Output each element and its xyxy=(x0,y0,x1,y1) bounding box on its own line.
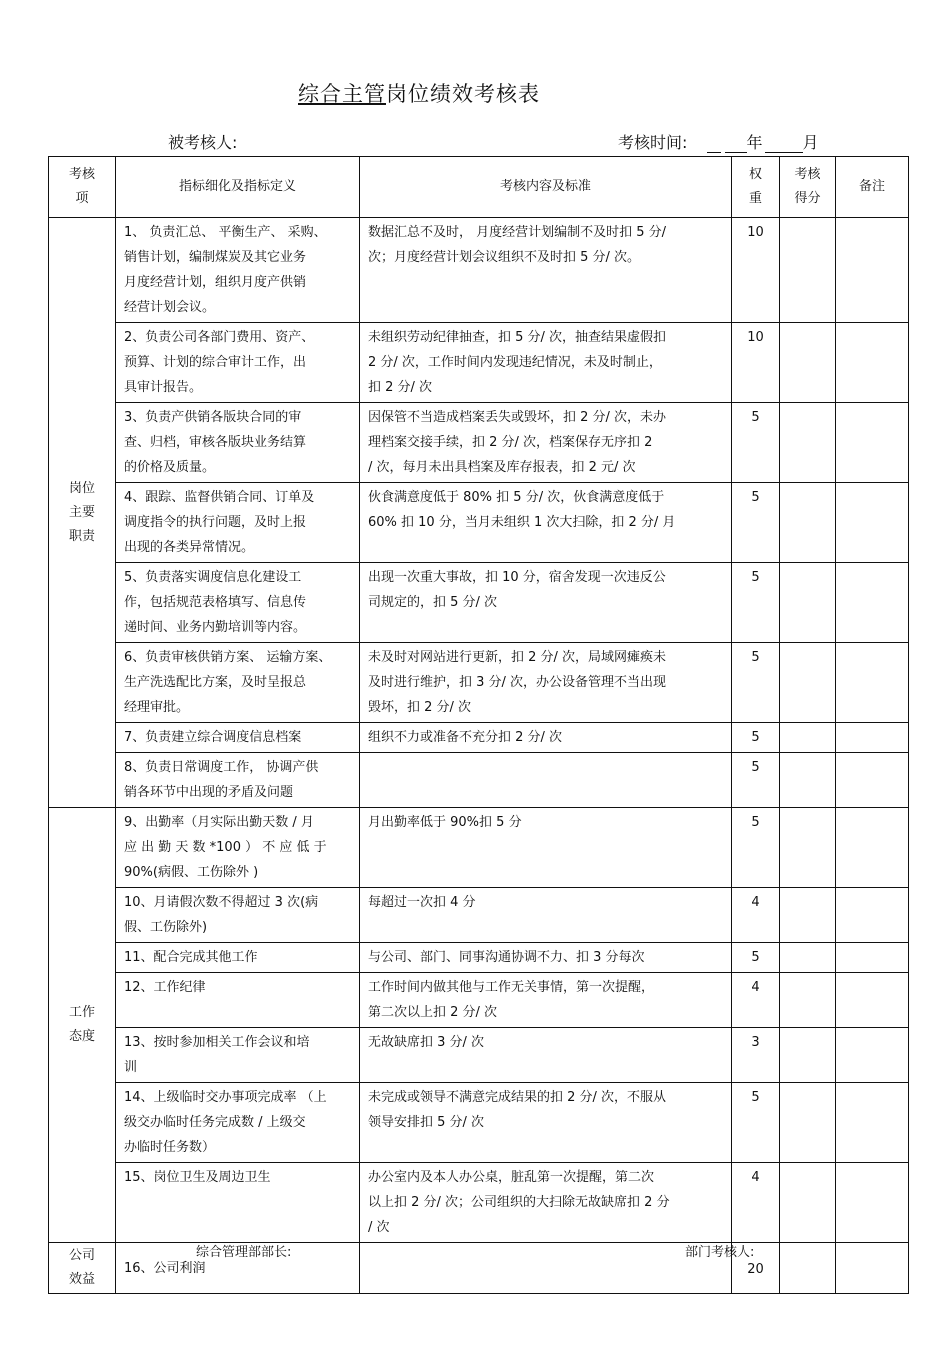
score-cell[interactable] xyxy=(780,753,836,808)
table-row xyxy=(49,218,909,323)
assessment-table xyxy=(48,156,909,1294)
indicator-cell: 15、岗位卫生及周边卫生 xyxy=(116,1163,360,1243)
note-cell[interactable] xyxy=(836,323,909,403)
indicator-cell: 4、跟踪、监督供销合同、订单及 调度指令的执行问题，及时上报 出现的各类异常情况。 xyxy=(116,483,360,563)
table-row xyxy=(49,1243,909,1294)
score-cell[interactable] xyxy=(780,218,836,323)
score-cell[interactable] xyxy=(780,943,836,973)
indicator-cell: 13、按时参加相关工作会议和培 训 xyxy=(116,1028,360,1083)
score-cell[interactable] xyxy=(780,643,836,723)
table-row xyxy=(49,1028,909,1083)
header-score: 考核 得分 xyxy=(780,157,836,218)
score-cell[interactable] xyxy=(780,483,836,563)
title-rest: 岗位绩效考核表 xyxy=(386,82,540,106)
note-cell[interactable] xyxy=(836,563,909,643)
note-cell[interactable] xyxy=(836,943,909,973)
score-cell[interactable] xyxy=(780,888,836,943)
indicator-cell: 16、公司利润 xyxy=(116,1243,360,1294)
page-title xyxy=(298,78,540,108)
note-cell[interactable] xyxy=(836,643,909,723)
table-row xyxy=(49,808,909,888)
indicator-cell: 2、负责公司各部门费用、资产、 预算、计划的综合审计工作，出 具审计报告。 xyxy=(116,323,360,403)
table-row xyxy=(49,973,909,1028)
examinee-label: 被考核人: xyxy=(168,133,238,152)
standard-cell: 未及时对网站进行更新，扣 2 分/ 次，局域网瘫痪未 及时进行维护，扣 3 分/ 次，办公设备管理不当出现 毁坏，扣 2 分/ 次 xyxy=(360,643,732,723)
note-cell[interactable] xyxy=(836,888,909,943)
weight-cell: 5 xyxy=(732,563,780,643)
table-row xyxy=(49,1163,909,1243)
weight-cell: 5 xyxy=(732,808,780,888)
indicator-cell: 7、负责建立综合调度信息档案 xyxy=(116,723,360,753)
standard-cell xyxy=(360,1243,732,1294)
note-cell[interactable] xyxy=(836,1163,909,1243)
weight-cell: 4 xyxy=(732,1163,780,1243)
weight-cell: 4 xyxy=(732,888,780,943)
note-cell[interactable] xyxy=(836,973,909,1028)
table-row xyxy=(49,723,909,753)
weight-cell: 5 xyxy=(732,943,780,973)
header-note: 备注 xyxy=(836,157,909,218)
footer-assessor-label: 部门考核人: xyxy=(685,1245,755,1260)
indicator-cell: 6、负责审核供销方案、 运输方案、 生产洗选配比方案，及时呈报总 经理审批。 xyxy=(116,643,360,723)
year-label: 年 xyxy=(746,133,763,152)
indicator-cell: 10、月请假次数不得超过 3 次(病 假、工伤除外) xyxy=(116,888,360,943)
score-cell[interactable] xyxy=(780,563,836,643)
header-item: 考核 项 xyxy=(49,157,116,218)
table-row xyxy=(49,1083,909,1163)
indicator-cell: 14、上级临时交办事项完成率 （上 级交办临时任务完成数 / 上级交 办临时任务数） xyxy=(116,1083,360,1163)
standard-cell: 数据汇总不及时， 月度经营计划编制不及时扣 5 分/ 次；月度经营计划会议组织不及时扣 5 分/ 次。 xyxy=(360,218,732,323)
weight-cell: 5 xyxy=(732,753,780,808)
exam-time-label: 考核时间: xyxy=(618,133,688,152)
weight-cell: 10 xyxy=(732,218,780,323)
table-row xyxy=(49,888,909,943)
weight-cell: 20 xyxy=(732,1243,780,1294)
note-cell[interactable] xyxy=(836,1243,909,1294)
exam-time xyxy=(618,130,819,153)
standard-cell: 办公室内及本人办公桌，脏乱第一次提醒，第二次 以上扣 2 分/ 次；公司组织的大扫除无故缺席扣 2 分 / 次 xyxy=(360,1163,732,1243)
standard-cell: 未组织劳动纪律抽查，扣 5 分/ 次，抽查结果虚假扣 2 分/ 次，工作时间内发现违纪情况，未及时制止， 扣 2 分/ 次 xyxy=(360,323,732,403)
weight-cell: 4 xyxy=(732,973,780,1028)
indicator-cell: 3、负责产供销各版块合同的审 查、归档，审核各版块业务结算 的价格及质量。 xyxy=(116,403,360,483)
score-cell[interactable] xyxy=(780,403,836,483)
score-cell[interactable] xyxy=(780,1243,836,1294)
note-cell[interactable] xyxy=(836,483,909,563)
score-cell[interactable] xyxy=(780,1028,836,1083)
score-cell[interactable] xyxy=(780,1083,836,1163)
header-indicator: 指标细化及指标定义 xyxy=(116,157,360,218)
score-cell[interactable] xyxy=(780,323,836,403)
score-cell[interactable] xyxy=(780,973,836,1028)
indicator-cell: 9、出勤率（月实际出勤天数 / 月 应 出 勤 天 数 *100 ） 不 应 低 于 90%(病假、工伤除外 ) xyxy=(116,808,360,888)
indicator-cell: 11、配合完成其他工作 xyxy=(116,943,360,973)
weight-cell: 5 xyxy=(732,1083,780,1163)
year-blank-2 xyxy=(725,136,747,153)
category-duties: 岗位 主要 职责 xyxy=(49,218,116,808)
weight-cell: 5 xyxy=(732,643,780,723)
score-cell[interactable] xyxy=(780,723,836,753)
table-row xyxy=(49,323,909,403)
note-cell[interactable] xyxy=(836,1028,909,1083)
table-row xyxy=(49,403,909,483)
header-standard: 考核内容及标准 xyxy=(360,157,732,218)
standard-cell: 组织不力或准备不充分扣 2 分/ 次 xyxy=(360,723,732,753)
table-row xyxy=(49,943,909,973)
standard-cell: 伙食满意度低于 80% 扣 5 分/ 次，伙食满意度低于 60% 扣 10 分，当月未组织 1 次大扫除，扣 2 分/ 月 xyxy=(360,483,732,563)
note-cell[interactable] xyxy=(836,753,909,808)
table-row xyxy=(49,753,909,808)
header-weight: 权 重 xyxy=(732,157,780,218)
indicator-cell: 5、负责落实调度信息化建设工 作，包括规范表格填写、信息传 递时间、业务内勤培训等内容。 xyxy=(116,563,360,643)
weight-cell: 5 xyxy=(732,483,780,563)
header-row xyxy=(49,157,909,218)
indicator-cell: 8、负责日常调度工作， 协调产供 销各环节中出现的矛盾及问题 xyxy=(116,753,360,808)
note-cell[interactable] xyxy=(836,808,909,888)
standard-cell: 无故缺席扣 3 分/ 次 xyxy=(360,1028,732,1083)
standard-cell: 每超过一次扣 4 分 xyxy=(360,888,732,943)
weight-cell: 5 xyxy=(732,403,780,483)
indicator-cell: 1、 负责汇总、 平衡生产、 采购、 销售计划，编制煤炭及其它业务 月度经营计划，组织月度产供销 经营计划会议。 xyxy=(116,218,360,323)
score-cell[interactable] xyxy=(780,1163,836,1243)
weight-cell: 10 xyxy=(732,323,780,403)
note-cell[interactable] xyxy=(836,1083,909,1163)
category-attitude: 工作 态度 xyxy=(49,808,116,1243)
footer-dept-head-label: 综合管理部部长: xyxy=(196,1245,292,1260)
note-cell[interactable] xyxy=(836,218,909,323)
table-row xyxy=(49,643,909,723)
standard-cell xyxy=(360,753,732,808)
weight-cell: 3 xyxy=(732,1028,780,1083)
standard-cell: 出现一次重大事故，扣 10 分，宿舍发现一次违反公 司规定的，扣 5 分/ 次 xyxy=(360,563,732,643)
standard-cell: 未完成或领导不满意完成结果的扣 2 分/ 次，不服从 领导安排扣 5 分/ 次 xyxy=(360,1083,732,1163)
table-row xyxy=(49,483,909,563)
standard-cell: 工作时间内做其他与工作无关事情，第一次提醒， 第二次以上扣 2 分/ 次 xyxy=(360,973,732,1028)
weight-cell: 5 xyxy=(732,723,780,753)
month-blank xyxy=(765,136,803,153)
indicator-cell: 12、工作纪律 xyxy=(116,973,360,1028)
standard-cell: 因保管不当造成档案丢失或毁坏，扣 2 分/ 次，未办 理档案交接手续，扣 2 分/ 次，档案保存无序扣 2 / 次，每月未出具档案及库存报表，扣 2 元/ 次 xyxy=(360,403,732,483)
score-cell[interactable] xyxy=(780,808,836,888)
month-label: 月 xyxy=(802,133,819,152)
standard-cell: 月出勤率低于 90%扣 5 分 xyxy=(360,808,732,888)
note-cell[interactable] xyxy=(836,403,909,483)
standard-cell: 与公司、部门、同事沟通协调不力、扣 3 分每次 xyxy=(360,943,732,973)
title-underlined: 综合主管 xyxy=(298,82,386,106)
table-row xyxy=(49,563,909,643)
category-benefit: 公司 效益 xyxy=(49,1243,116,1294)
note-cell[interactable] xyxy=(836,723,909,753)
year-blank xyxy=(707,136,721,153)
